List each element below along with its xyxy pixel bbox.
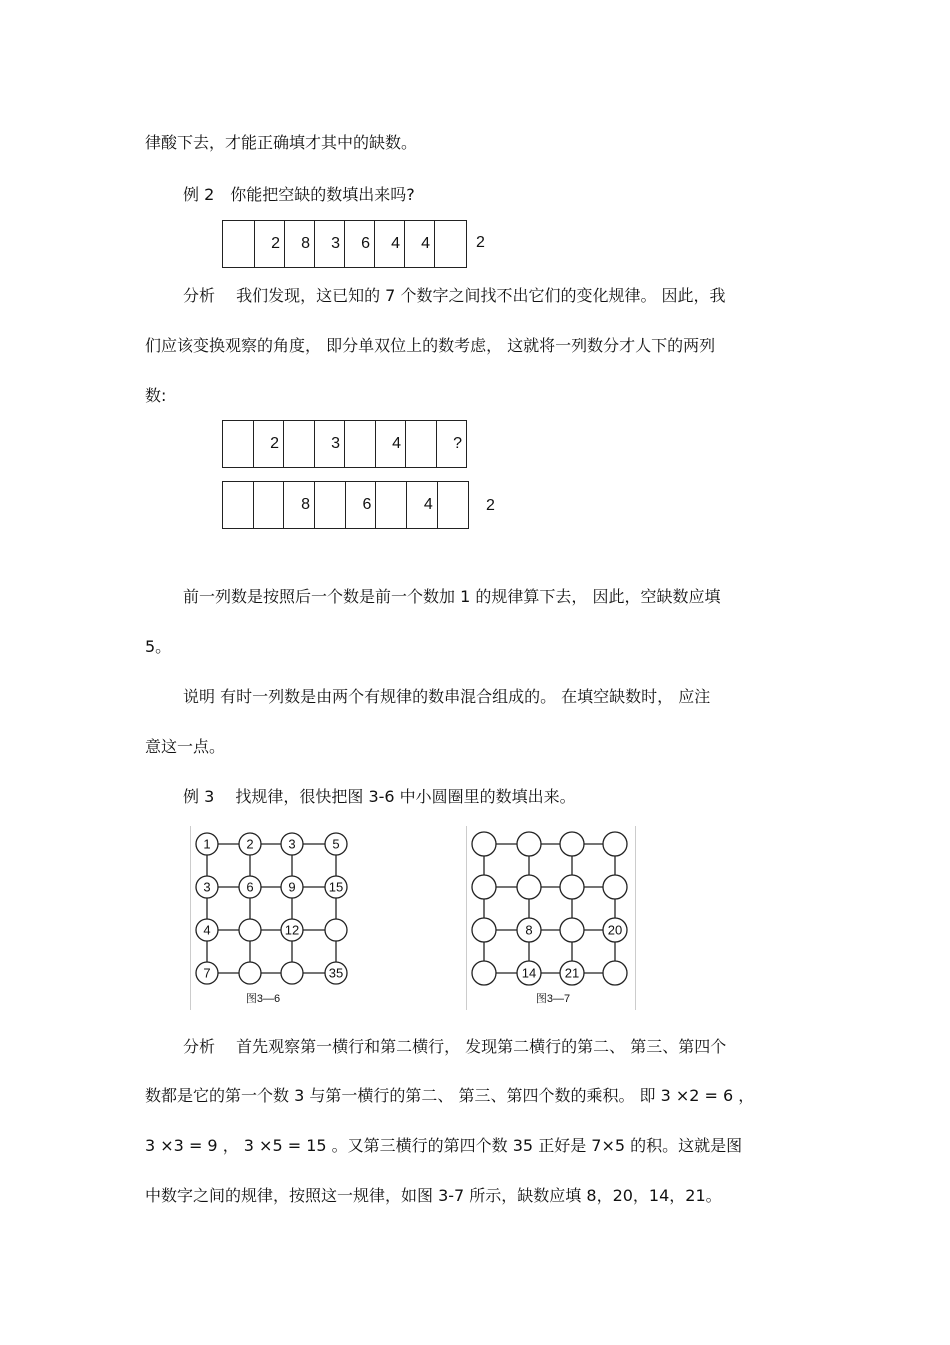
- paragraph-line: 说明 有时一列数是由两个有规律的数串混合组成的。 在填空缺数时， 应注: [183, 687, 711, 706]
- circle-number: 7: [203, 965, 211, 981]
- grid-diagram: [467, 826, 635, 1010]
- paragraph-line: 数都是它的第一个数 3 与第一横行的第二、 第三、第四个数的乘积。 即 3 ×2 = 6 ，: [145, 1086, 755, 1105]
- sequence-cell: 2: [255, 220, 285, 268]
- sequence-cell: [438, 481, 469, 529]
- circle-number: 5: [332, 836, 340, 852]
- figure-caption: 图3—6: [245, 993, 281, 1005]
- circle-number: 15: [328, 879, 344, 895]
- paragraph-line: 意这一点。: [145, 737, 226, 756]
- sequence-trailing-number: 2: [476, 234, 485, 251]
- sequence-cell: [315, 481, 346, 529]
- grid-circle: [472, 961, 496, 985]
- sequence-trailing-number: 2: [486, 497, 495, 514]
- circle-number: 3: [203, 879, 211, 895]
- sequence-cell: [284, 420, 315, 468]
- sequence-cell: 6: [346, 481, 377, 529]
- circle-number: 14: [521, 965, 537, 981]
- sequence-cell: [345, 420, 376, 468]
- sequence-cell: [223, 481, 254, 529]
- grid-circle: [560, 832, 584, 856]
- odd-position-sequence: [222, 420, 467, 468]
- grid-circle: [603, 832, 627, 856]
- sequence-cell: 4: [405, 220, 435, 268]
- paragraph-line: 分析 我们发现，这已知的 7 个数字之间找不出它们的变化规律。 因此，我: [183, 286, 726, 305]
- sequence-cell: 3: [315, 420, 346, 468]
- paragraph-line: 律酸下去，才能正确填才其中的缺数。: [145, 133, 418, 152]
- grid-diagram: [191, 826, 357, 1010]
- grid-circle: [603, 961, 627, 985]
- sequence-cell: [435, 220, 467, 268]
- grid-circle: [560, 918, 584, 942]
- paragraph-line: 前一列数是按照后一个数是前一个数加 1 的规律算下去， 因此，空缺数应填: [183, 587, 721, 606]
- grid-circle: [560, 875, 584, 899]
- sequence-cell: 6: [345, 220, 375, 268]
- grid-circle: [281, 962, 303, 984]
- grid-circle: [517, 875, 541, 899]
- paragraph-line: 数:: [145, 386, 167, 405]
- circle-number: 1: [203, 836, 211, 852]
- grid-circle: [517, 832, 541, 856]
- paragraph-line: 中数字之间的规律，按照这一规律，如图 3-7 所示，缺数应填 8，20，14，21。: [145, 1186, 722, 1205]
- paragraph-line: 们应该变换观察的角度， 即分单双位上的数考虑， 这就将一列数分才人下的两列: [145, 336, 716, 355]
- sequence-cell: 3: [315, 220, 345, 268]
- circle-number: 21: [564, 965, 580, 981]
- paragraph-line: 3 ×3 = 9 ， 3 ×5 = 15 。又第三横行的第四个数 35 正好是 7×5 的积。这就是图: [145, 1136, 743, 1155]
- sequence-cell: 8: [285, 220, 315, 268]
- paragraph-line: 分析 首先观察第一横行和第二横行， 发现第二横行的第二、 第三、第四个: [183, 1037, 727, 1056]
- number-sequence-row: [222, 220, 467, 268]
- grid-circle: [472, 875, 496, 899]
- grid-circle: [472, 832, 496, 856]
- circle-number: 6: [246, 879, 254, 895]
- even-position-sequence: [222, 481, 469, 529]
- sequence-cell: [223, 220, 255, 268]
- grid-circle: [239, 962, 261, 984]
- sequence-cell: 8: [284, 481, 315, 529]
- circle-number: 4: [203, 922, 211, 938]
- sequence-cell: 4: [376, 420, 407, 468]
- circle-number: 35: [328, 965, 344, 981]
- circle-number: 9: [288, 879, 296, 895]
- sequence-cell: 4: [375, 220, 405, 268]
- sequence-cell: 4: [407, 481, 438, 529]
- grid-circle: [472, 918, 496, 942]
- grid-circle: [603, 875, 627, 899]
- circle-number: 2: [246, 836, 254, 852]
- circle-number: 8: [525, 922, 533, 938]
- paragraph-line: 5。: [145, 637, 172, 656]
- sequence-cell: [223, 420, 254, 468]
- grid-circle: [325, 919, 347, 941]
- example-3-heading: 例 3 找规律，很快把图 3-6 中小圆圈里的数填出来。: [183, 787, 576, 806]
- figure-3-6: [190, 826, 357, 1010]
- sequence-cell: [254, 481, 285, 529]
- circle-number: 3: [288, 836, 296, 852]
- circle-number: 12: [284, 922, 300, 938]
- example-2-heading: 例 2 你能把空缺的数填出来吗?: [183, 185, 415, 204]
- sequence-cell: 2: [254, 420, 285, 468]
- circle-number: 20: [607, 922, 623, 938]
- figure-caption: 图3—7: [535, 993, 571, 1005]
- sequence-cell: [406, 420, 437, 468]
- sequence-cell: [376, 481, 407, 529]
- sequence-cell: ?: [437, 420, 468, 468]
- grid-circle: [239, 919, 261, 941]
- figure-3-7: [466, 826, 636, 1010]
